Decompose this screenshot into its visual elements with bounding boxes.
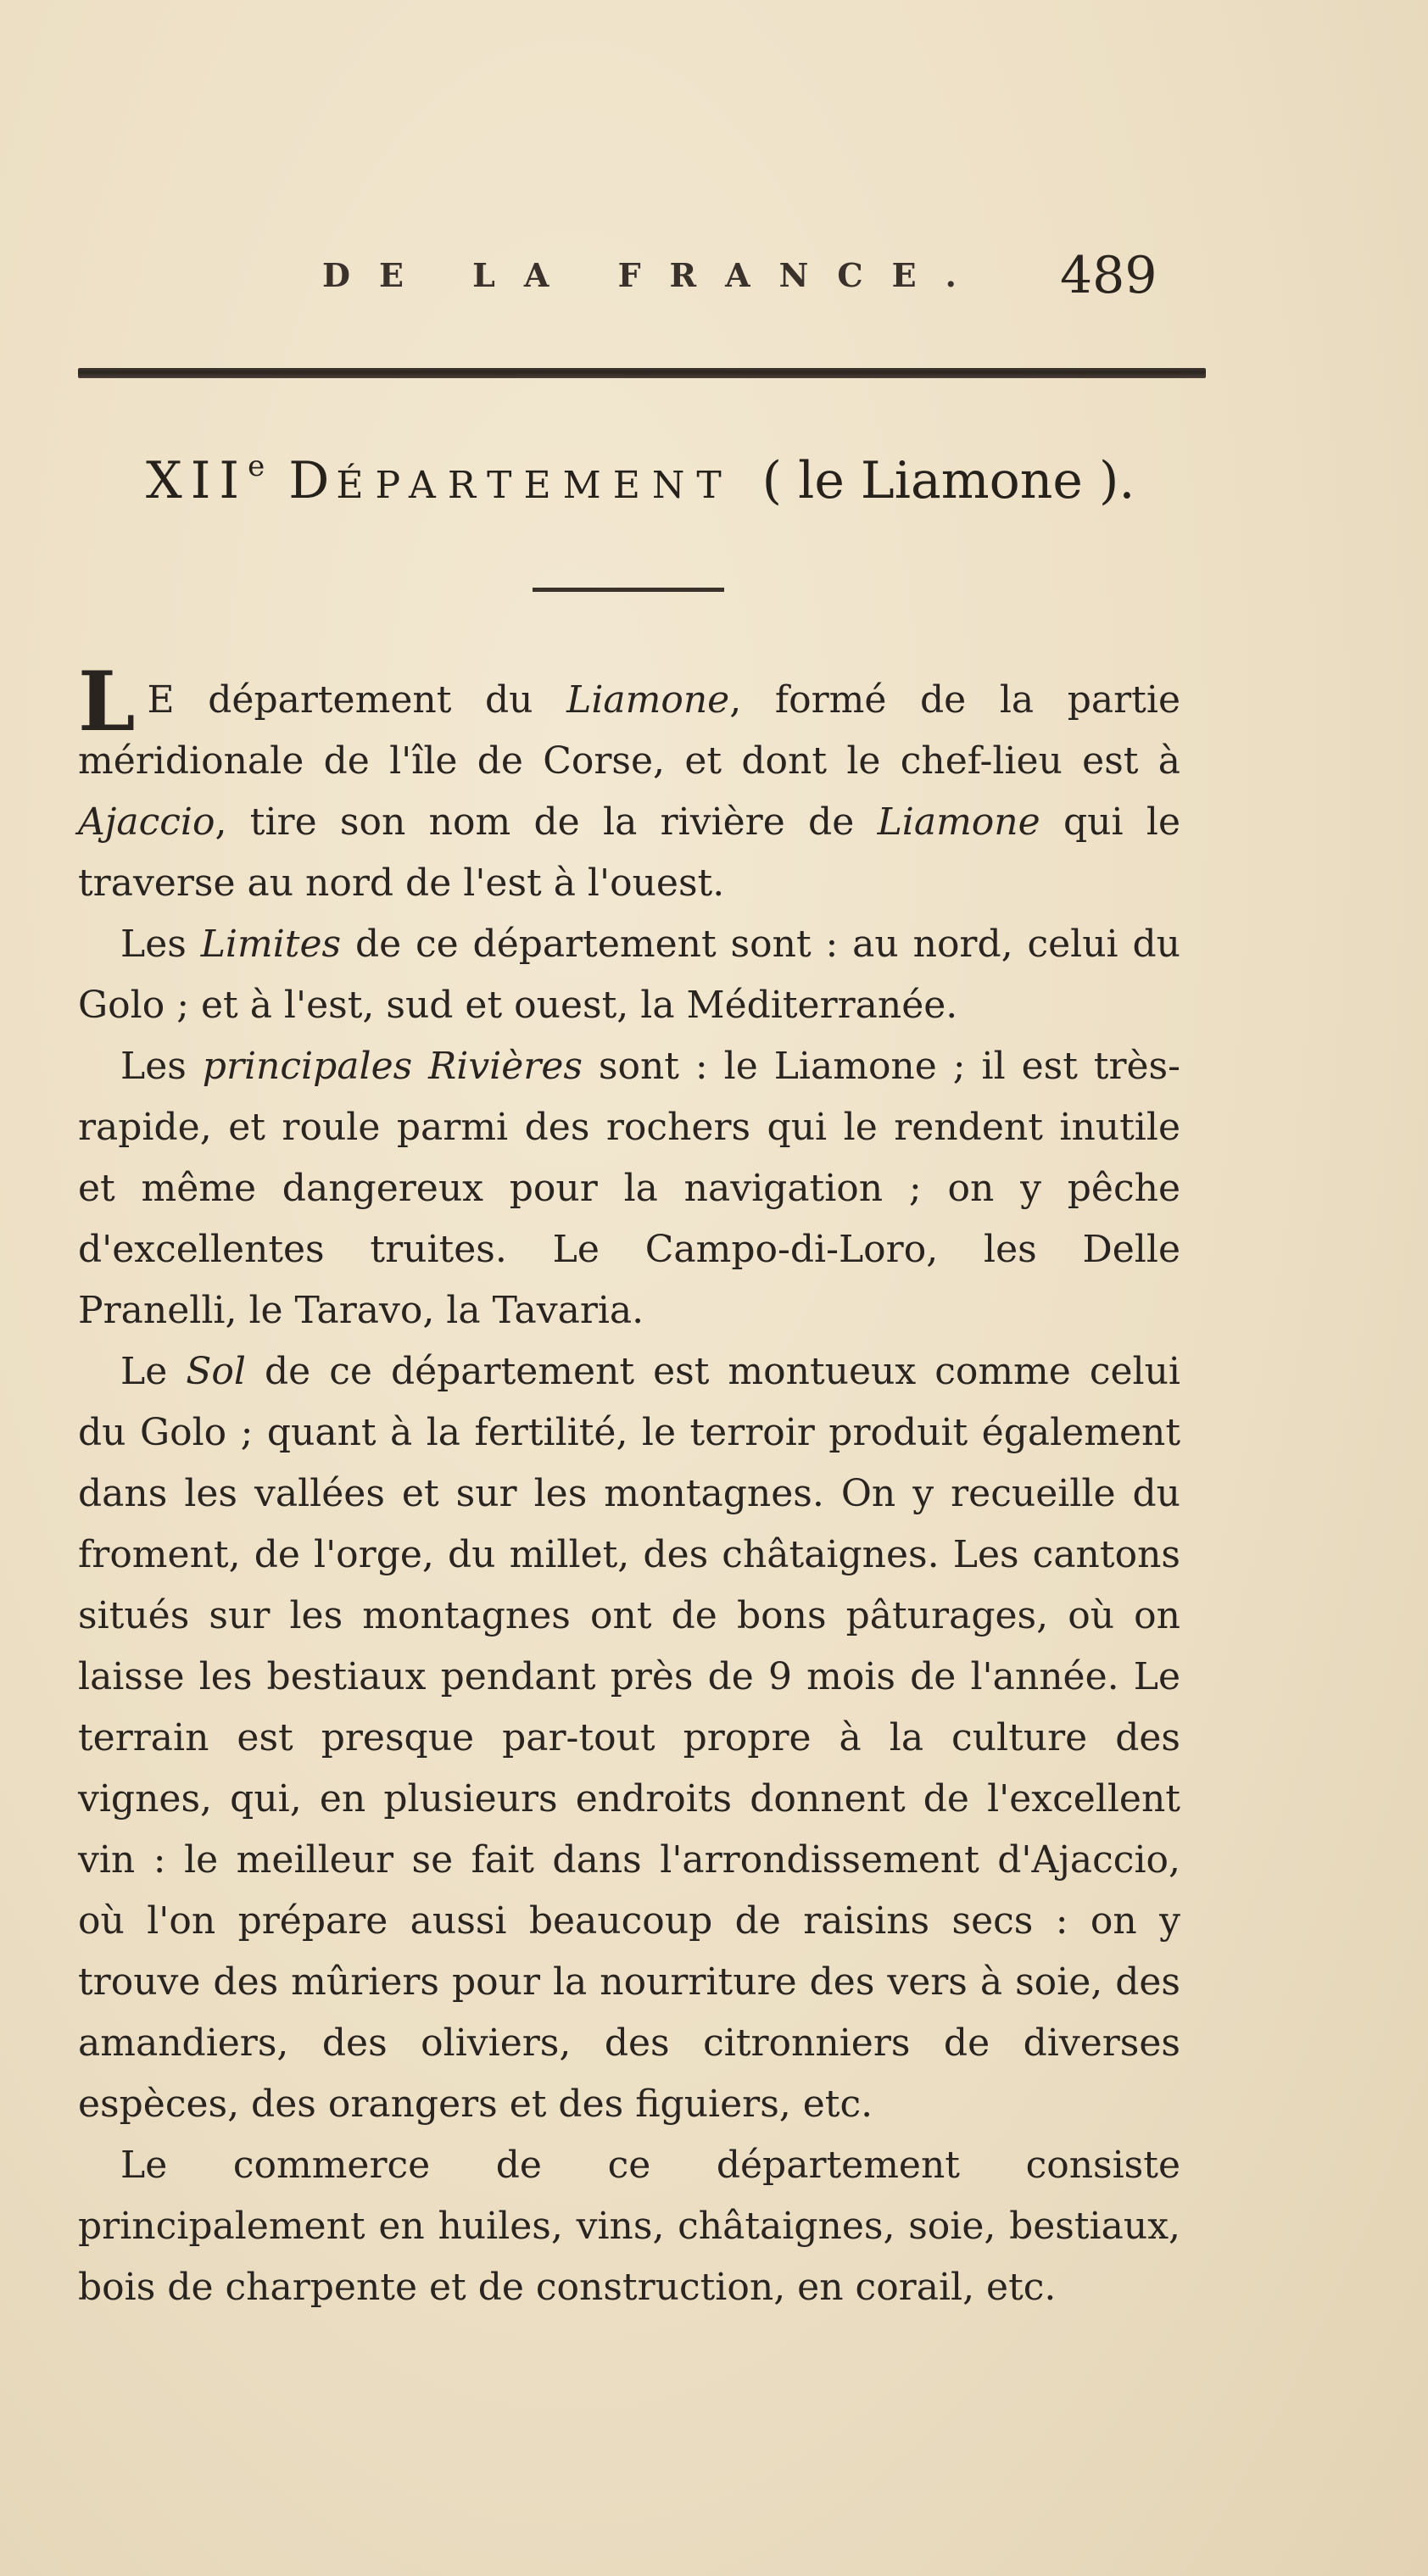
paragraph-text: Les bbox=[120, 923, 201, 966]
italic-term: Sol bbox=[186, 1350, 246, 1393]
header-rule bbox=[78, 368, 1206, 378]
paragraph-commerce bbox=[78, 2135, 1180, 2318]
italic-term: Liamone bbox=[877, 800, 1040, 844]
drop-cap: L bbox=[78, 654, 136, 750]
italic-term: Liamone bbox=[566, 678, 730, 722]
paragraph-intro bbox=[78, 654, 1180, 914]
heading-department-initial: D bbox=[288, 451, 337, 510]
paragraph-text: E département du bbox=[147, 678, 567, 722]
heading-number: XII bbox=[146, 451, 248, 510]
italic-term: principales Rivières bbox=[202, 1045, 583, 1088]
paragraph-rivieres bbox=[78, 1036, 1180, 1341]
paragraph-text: Les bbox=[120, 1045, 203, 1088]
paragraph-sol bbox=[78, 1341, 1180, 2135]
paragraph-text: , tire son nom de la rivière de bbox=[215, 800, 878, 844]
italic-term: Ajaccio bbox=[78, 800, 215, 844]
paragraph-text: de ce département est montueux comme celui du Golo ; quant à la fertilité, le terroir produit également dans les vallées et sur les montagnes. On y recueille du froment, de l'orge, du millet, des châtaignes. Les cantons situés sur les montagnes ont de bons pâturages, où on laisse les bestiaux pendant près de 9 mois de l'année. Le terrain est presque par-tout propre à la culture des vignes, qui, en plusieurs endroits donnent de l'excellent vin : le meilleur se fait dans l'arrondissement d'Ajaccio, où l'on prépare aussi beaucoup de raisins secs : on y trouve des mûriers pour la nourriture des vers à soie, des amandiers, des oliviers, des citronniers de diverses espèces, des orangers et des figuiers, etc. bbox=[78, 1350, 1180, 2126]
paragraph-text: , formé de la partie méridionale de l'île de Corse, et dont le chef-lieu est à bbox=[78, 678, 1180, 783]
page-number: 489 bbox=[1060, 246, 1157, 305]
heading-department-rest: ÉPARTEMENT bbox=[336, 464, 734, 507]
italic-term: Limites bbox=[200, 923, 342, 966]
paragraph-limites bbox=[78, 914, 1180, 1036]
paragraph-text: Le commerce de ce département consiste principalement en huiles, vins, châtaignes, soie, bestiaux, bois de charpente et de construction, en corail, etc. bbox=[78, 2144, 1180, 2309]
heading-department-name: ( le Liamone ). bbox=[761, 451, 1135, 510]
paragraph-text: sont : le Liamone ; il est très-rapide, et roule parmi des rochers qui le rendent inutile et même dangereux pour la navigation ; on y pêche d'excellentes truites. Le Campo-di-Loro, les Delle Pranelli, le Taravo, la Tavaria. bbox=[78, 1045, 1181, 1332]
section-heading bbox=[146, 449, 1135, 510]
running-head: DE LA FRANCE. bbox=[322, 256, 985, 294]
section-rule bbox=[533, 588, 724, 592]
paragraph-text: Le bbox=[120, 1350, 187, 1393]
paragraph-text: qui le traverse au nord de l'est à l'ouest. bbox=[78, 800, 1180, 905]
paragraph-text: de ce département sont : au nord, celui du Golo ; et à l'est, sud et ouest, la Méditerranée. bbox=[78, 923, 1180, 1027]
body-text bbox=[78, 654, 1181, 2318]
heading-superscript: e bbox=[248, 449, 265, 483]
